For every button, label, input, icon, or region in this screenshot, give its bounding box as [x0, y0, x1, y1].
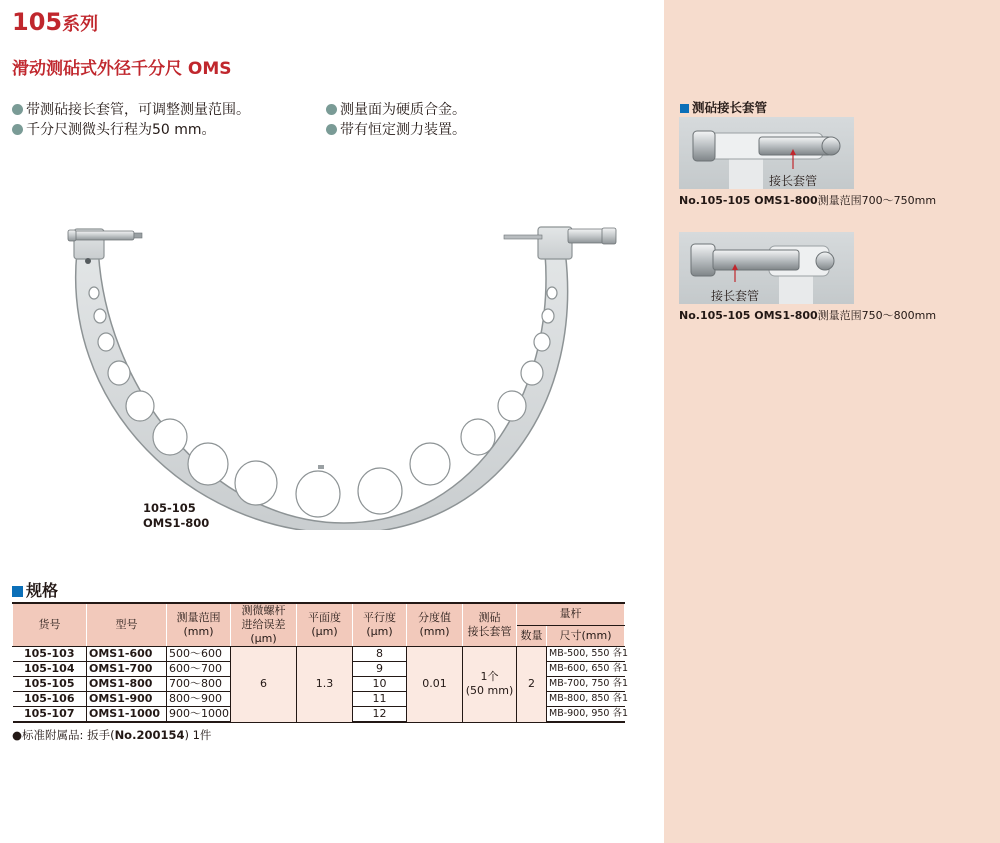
header-parallelism: 平行度 (μm) [353, 603, 407, 647]
feature-item: 带有恒定测力装置。 [326, 120, 466, 140]
cell-parallelism: 9 [353, 662, 407, 677]
cell-error: 6 [231, 647, 297, 723]
bullet-icon [326, 104, 337, 115]
extension-photo-2-drawing [679, 232, 854, 304]
header-range: 测量范围 (mm) [167, 603, 231, 647]
cell-rod-size: MB-900, 950 各1 [547, 707, 625, 723]
specs-table [12, 602, 629, 723]
cell-code: 105-103 [13, 647, 87, 662]
extension-caption-1: No.105-105 OMS1-800测量范围700～750mm [679, 194, 937, 207]
header-extension: 测砧 接长套管 [463, 603, 517, 647]
header-graduation: 分度值 (mm) [407, 603, 463, 647]
extension-tube-label: 接长套管 [711, 289, 760, 303]
table-row [13, 647, 625, 662]
specs-section-title: 规格 [12, 578, 58, 601]
cell-code: 105-106 [13, 692, 87, 707]
cell-model: OMS1-700 [87, 662, 167, 677]
micrometer-illustration [60, 215, 630, 530]
series-suffix: 系列 [62, 14, 99, 35]
cell-rod-qty: 2 [517, 647, 547, 723]
header-error: 测微螺杆 进给误差(μm) [231, 603, 297, 647]
cell-graduation: 0.01 [407, 647, 463, 723]
cell-rod-size: MB-500, 550 各1 [547, 647, 625, 662]
header-model: 型号 [87, 603, 167, 647]
cell-flatness: 1.3 [297, 647, 353, 723]
cell-parallelism: 11 [353, 692, 407, 707]
cell-code: 105-105 [13, 677, 87, 692]
bullet-icon [326, 124, 337, 135]
header-flatness: 平面度 (μm) [297, 603, 353, 647]
cell-range: 600～700 [167, 662, 231, 677]
extension-tube-label: 接长套管 [769, 174, 818, 188]
micrometer-spindle [504, 235, 542, 239]
feature-item: 带测砧接长套管，可调整测量范围。 [12, 100, 250, 120]
header-rod-qty: 数量 [517, 625, 547, 646]
blue-square-icon [680, 104, 689, 113]
micrometer-thimble [602, 228, 616, 244]
extension-photo-1 [679, 117, 854, 189]
accessory-footnote: ●标准附属品: 扳手(No.200154) 1件 [12, 728, 212, 742]
extension-caption-2: No.105-105 OMS1-800测量范围750～800mm [679, 309, 937, 322]
cell-code: 105-107 [13, 707, 87, 723]
feature-item: 测量面为硬质合金。 [326, 100, 466, 120]
cell-model: OMS1-800 [87, 677, 167, 692]
cell-rod-size: MB-800, 850 各1 [547, 692, 625, 707]
feature-item: 千分尺测微头行程为50 mm。 [12, 120, 250, 140]
cell-range: 800～900 [167, 692, 231, 707]
cell-range: 900～1000 [167, 707, 231, 723]
cell-rod-size: MB-600, 650 各1 [547, 662, 625, 677]
bullet-icon [12, 104, 23, 115]
cell-rod-size: MB-700, 750 各1 [547, 677, 625, 692]
sidebar-section-title: 测砧接长套管 [680, 98, 767, 116]
header-rod-size: 尺寸(mm) [547, 625, 625, 646]
cell-model: OMS1-900 [87, 692, 167, 707]
series-number: 105 [12, 8, 63, 36]
extension-photo-2 [679, 232, 854, 304]
extension-photo-1-drawing [679, 117, 854, 189]
cell-parallelism: 8 [353, 647, 407, 662]
cell-parallelism: 10 [353, 677, 407, 692]
bullet-icon [12, 124, 23, 135]
anvil-extension-tube [72, 231, 134, 240]
cell-model: OMS1-600 [87, 647, 167, 662]
product-name: 滑动测砧式外径千分尺 OMS [12, 59, 232, 79]
main-illustration-caption: 105-105 OMS1-800 [143, 501, 210, 530]
cell-extension: 1个 (50 mm) [463, 647, 517, 723]
header-rod: 量杆 [517, 603, 625, 625]
cell-parallelism: 12 [353, 707, 407, 723]
feature-list-left [12, 100, 250, 140]
cell-code: 105-104 [13, 662, 87, 677]
header-code: 货号 [13, 603, 87, 647]
cell-range: 700～800 [167, 677, 231, 692]
feature-list-right [326, 100, 466, 140]
micrometer-sleeve [568, 229, 604, 243]
cell-range: 500～600 [167, 647, 231, 662]
blue-square-icon [12, 586, 23, 597]
series-title [12, 8, 98, 36]
cell-model: OMS1-1000 [87, 707, 167, 723]
